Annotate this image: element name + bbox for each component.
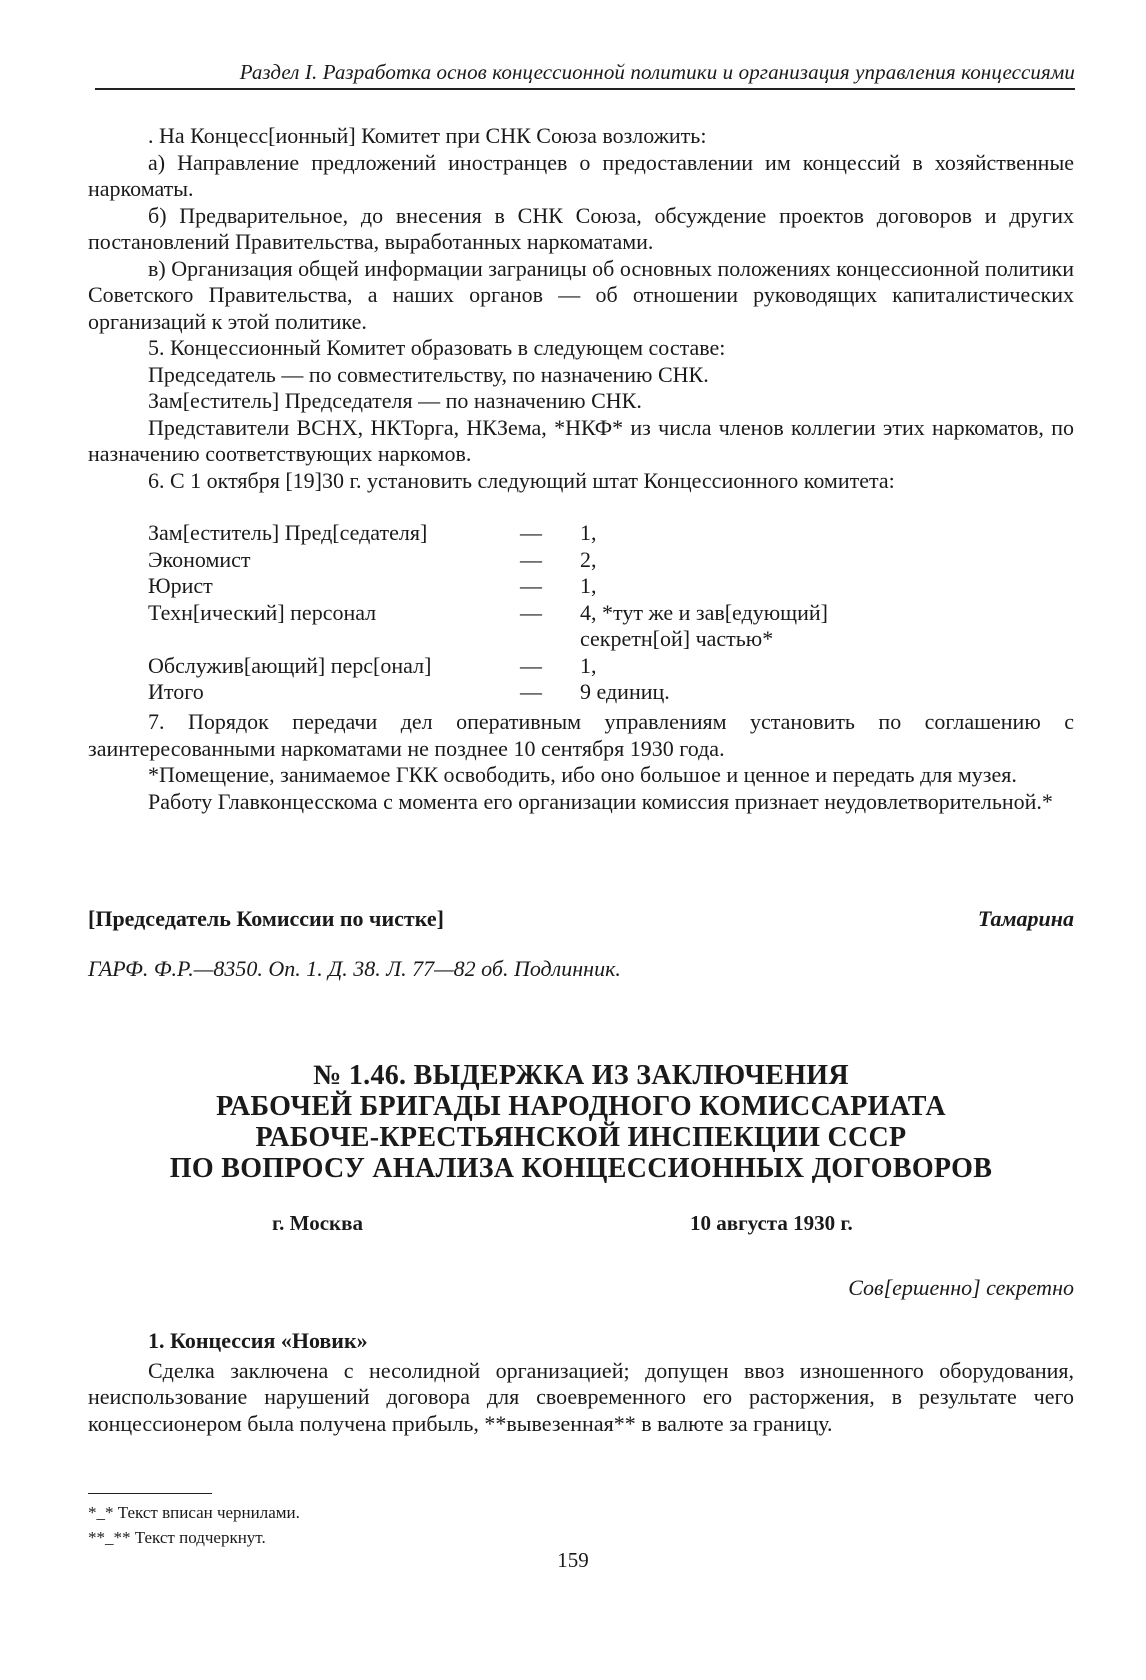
staff-dash: — — [520, 599, 542, 625]
paragraph: . На Концесс[ионный] Комитет при СНК Союза возложить: — [148, 123, 707, 148]
staff-dash: — — [520, 652, 542, 678]
document-title — [88, 1060, 1074, 1184]
footnotes — [88, 1500, 300, 1550]
section-heading: 1. Концессия «Новик» — [148, 1328, 368, 1353]
paragraph: 7. Порядок передачи дел оперативным управлениям установить по соглашению с заинтересованными наркоматами не позднее 10 сентября 1930 года. — [88, 709, 1074, 761]
footnote: *_* Текст вписан чернилами. — [88, 1503, 300, 1522]
archive-reference: ГАРФ. Ф.Р.—8350. Оп. 1. Д. 38. Л. 77—82 об. Подлинник. — [88, 956, 621, 981]
paragraph: Представители ВСНХ, НКТорга, НКЗема, *НКФ* из числа членов коллегии этих наркоматов, по назначению соответствующих наркомов. — [88, 414, 1074, 466]
signature-line — [88, 906, 1074, 932]
staff-position: Юрист — [148, 573, 213, 598]
staff-dash: — — [520, 546, 542, 572]
staff-position: Техн[ический] персонал — [148, 599, 377, 625]
title-line: № 1.46. ВЫДЕРЖКА ИЗ ЗАКЛЮЧЕНИЯ — [313, 1060, 849, 1091]
page-number: 159 — [557, 1548, 589, 1572]
staff-count: 1, — [580, 573, 597, 598]
title-line: РАБОЧЕ-КРЕСТЬЯНСКОЙ ИНСПЕКЦИИ СССР — [255, 1122, 907, 1153]
staff-position: Обслужив[ающий] перс[онал] — [148, 652, 432, 678]
section-text: Сделка заключена с несолидной организацией; допущен ввоз изношенного оборудования, неиспользование нарушений договора для своевременного его расторжения, в результате чего концессионером была получена прибыль, **вывезенная** в валюте за границу. — [88, 1357, 1074, 1436]
signature-role: [Председатель Комиссии по чистке] — [88, 906, 444, 931]
staff-position: Итого — [148, 679, 204, 704]
paragraph: 5. Концессионный Комитет образовать в следующем составе: — [148, 335, 726, 360]
document-date: 10 августа 1930 г. — [690, 1211, 853, 1235]
staff-count: 4, *тут же и зав[едующий] — [580, 599, 828, 625]
staff-count: 1, — [580, 520, 597, 545]
paragraph: а) Направление предложений иностранцев о предоставлении им концессий в хозяйственные наркоматы. — [88, 149, 1074, 201]
paragraph: в) Организация общей информации заграницы об основных положениях концессионной политики Советского Правительства, а наших органов — об отношении руководящих капиталистических организаций к этой политике. — [88, 255, 1074, 334]
section-novik — [88, 1328, 1074, 1437]
paragraph: Работу Главконцесскома с момента его организации комиссия признает неудовлетворительной.* — [148, 788, 1053, 814]
signature-name: Тамарина — [977, 906, 1074, 931]
paragraph: 6. С 1 октября [19]30 г. установить следующий штат Концессионного комитета: — [148, 467, 895, 493]
staff-count: 9 единиц. — [580, 679, 670, 704]
staff-count: секретн[ой] частью* — [580, 626, 774, 651]
after-table-text — [88, 709, 1074, 815]
footnote: **_** Текст подчеркнут. — [88, 1528, 266, 1547]
secrecy-stamp: Сов[ершенно] секретно — [848, 1275, 1074, 1300]
running-header: Раздел I. Разработка основ концессионной политики и организация управления концессиями — [95, 60, 1075, 90]
staff-count: 1, — [580, 652, 597, 678]
footnote-divider — [88, 1493, 212, 1494]
paragraph: *Помещение, занимаемое ГКК освободить, ибо оно большое и ценное и передать для музея. — [148, 762, 1017, 787]
paragraph: б) Предварительное, до внесения в СНК Союза, обсуждение проектов договоров и других постановлений Правительства, выработанных наркоматами. — [88, 202, 1074, 254]
title-line: РАБОЧЕЙ БРИГАДЫ НАРОДНОГО КОМИССАРИАТА — [216, 1091, 946, 1122]
document-place: г. Москва — [272, 1211, 363, 1235]
paragraph: Зам[еститель] Председателя — по назначению СНК. — [148, 388, 642, 413]
staff-position: Экономист — [148, 546, 251, 572]
staff-dash: — — [520, 520, 542, 545]
staff-count: 2, — [580, 546, 597, 572]
staff-position: Зам[еститель] Пред[седателя] — [148, 520, 428, 545]
paragraph: Председатель — по совместительству, по назначению СНК. — [148, 361, 709, 387]
body-text — [88, 123, 1074, 494]
staff-dash: — — [520, 679, 542, 704]
staff-dash: — — [520, 573, 542, 598]
title-line: ПО ВОПРОСУ АНАЛИЗА КОНЦЕССИОННЫХ ДОГОВОРОВ — [169, 1153, 993, 1184]
